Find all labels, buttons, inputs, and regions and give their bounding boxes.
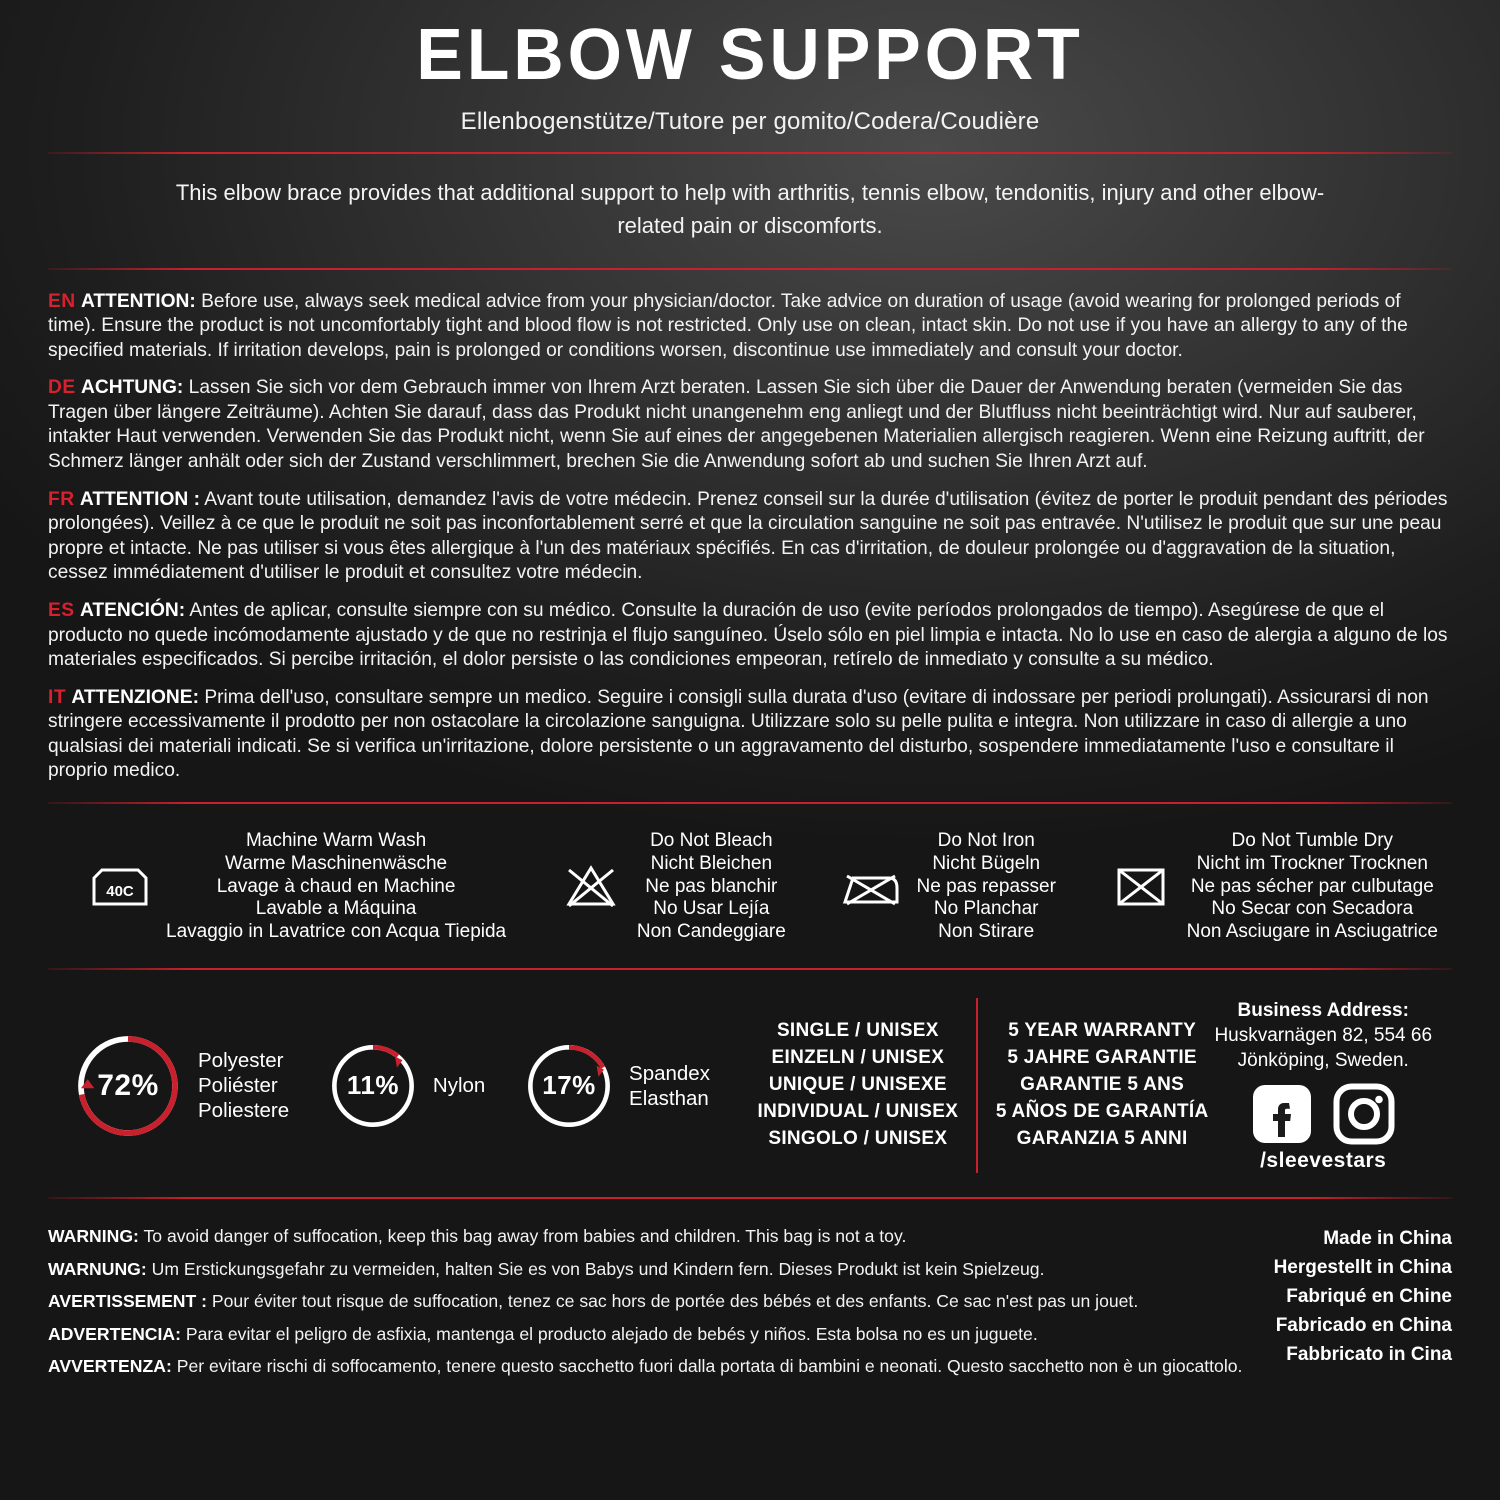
vertical-divider — [976, 998, 978, 1173]
business-address-value: Huskvarnägen 82, 554 66 Jönköping, Sweden. — [1214, 1025, 1433, 1072]
made-in-line: Fabricado en China — [1275, 1314, 1452, 1336]
footer-warning-label: AVVERTENZA: — [48, 1356, 172, 1377]
care-line: Do Not Iron — [937, 830, 1035, 851]
composition-line: Elasthan — [629, 1086, 709, 1110]
size-info — [758, 1018, 959, 1153]
do-not-bleach-icon — [559, 858, 623, 916]
warning-label: ATTENTION : — [79, 488, 201, 510]
warning-label: ACHTUNG: — [81, 377, 184, 399]
divider-care — [48, 802, 1452, 804]
care-item-do-not-bleach — [559, 830, 786, 944]
footer-warning — [48, 1290, 1254, 1313]
footer-warning-text: Um Erstickungsgefahr zu vermeiden, halten Sie es von Babys und Kindern fern. Dieses Produkt ist kein Spielzeug. — [151, 1258, 1045, 1279]
composition-line: Poliéster — [198, 1074, 278, 1098]
warranty-info — [996, 1018, 1209, 1153]
warning-label: ATTENZIONE: — [71, 686, 199, 708]
warning-paragraph — [48, 686, 1452, 784]
made-in-line: Hergestellt in China — [1273, 1257, 1452, 1279]
composition-line: Poliestere — [198, 1099, 290, 1123]
footer-warning — [48, 1258, 1254, 1281]
size-line: INDIVIDUAL / UNISEX — [757, 1101, 959, 1123]
footer-warning-label: ADVERTENCIA: — [48, 1323, 181, 1344]
footer-warning-text: Para evitar el peligro de asfixia, mantenga el producto alejado de bebés y niños. Esta bolsa no es un juguete. — [185, 1323, 1038, 1344]
warning-text: Antes de aplicar, consulte siempre con su médico. Consulte la duración de uso (evite períodos prolongados de tiempo). Asegúrese de que el producto no quede incómodamente ajustado y de que no restrinja el flujo sanguíneo. Úselo sólo en piel limpia e intacta. No lo use en caso de alergia a alguno de los materiales especificados. Si percibe irritación, el dolor persiste o las condiciones empeoran, retírelo de inmediato y consulte a su médico. — [48, 599, 1448, 671]
composition-section — [48, 986, 1452, 1181]
instagram-icon[interactable] — [1333, 1083, 1395, 1145]
footer-section — [48, 1215, 1452, 1388]
warning-lang-code: EN — [48, 290, 76, 312]
made-in-line: Fabbricato in Cina — [1286, 1343, 1452, 1365]
composition-label-polyester — [198, 1048, 289, 1123]
composition-donut-spandex — [523, 1040, 615, 1132]
care-item-labels — [166, 830, 506, 944]
care-line: Do Not Bleach — [650, 830, 773, 851]
composition-donut-polyester — [72, 1030, 184, 1142]
footer-warning-label: WARNUNG: — [48, 1258, 147, 1279]
machine-wash-40c-icon — [88, 858, 152, 916]
warranty-line: 5 YEAR WARRANTY — [1008, 1020, 1197, 1042]
page-title: ELBOW SUPPORT — [416, 15, 1084, 95]
size-line: SINGOLO / UNISEX — [768, 1128, 948, 1150]
composition-donut-nylon — [327, 1040, 419, 1132]
size-line: UNIQUE / UNISEXE — [768, 1074, 947, 1096]
divider-top — [48, 152, 1452, 154]
care-line: Lavable a Máquina — [255, 898, 417, 920]
size-line: SINGLE / UNISEX — [776, 1020, 939, 1042]
social-handle: /sleevestars — [1260, 1149, 1387, 1173]
footer-warning-text: Per evitare rischi di soffocamento, tenere questo sacchetto fuori dalla portata di bambini e neonati. Questo sacchetto non è un giocattolo. — [176, 1356, 1243, 1377]
composition-line: Spandex — [629, 1061, 710, 1085]
composition-line: Nylon — [432, 1074, 486, 1098]
made-in-line: Made in China — [1323, 1228, 1452, 1250]
composition-percent: 17% — [542, 1070, 596, 1101]
warning-label: ATENCIÓN: — [79, 599, 186, 621]
composition-label-spandex — [629, 1061, 710, 1111]
composition-line: Polyester — [198, 1049, 284, 1073]
warranty-line: 5 JAHRE GARANTIE — [1007, 1047, 1197, 1069]
footer-warning-text: To avoid danger of suffocation, keep this bag away from babies and children. This bag is not a toy. — [143, 1226, 907, 1247]
warranty-line: 5 AÑOS DE GARANTÍA — [995, 1101, 1209, 1123]
divider-intro — [48, 268, 1452, 270]
warranty-line: GARANTIE 5 ANS — [1020, 1074, 1185, 1096]
care-line: Ne pas repasser — [916, 875, 1056, 897]
care-line: No Usar Lejía — [653, 898, 770, 920]
business-address — [1208, 998, 1438, 1073]
warranty-line: GARANZIA 5 ANNI — [1016, 1128, 1188, 1150]
care-item-do-not-tumble-dry — [1109, 830, 1438, 944]
care-item-labels — [1187, 830, 1438, 944]
footer-warning-text: Pour éviter tout risque de suffocation, tenez ce sac hors de portée des bébés et des enfants. Ce sac n'est pas un jouet. — [211, 1291, 1139, 1312]
warning-lang-code: ES — [48, 599, 75, 621]
size-line: EINZELN / UNISEX — [771, 1047, 945, 1069]
composition-percent: 11% — [346, 1070, 399, 1101]
divider-footer — [48, 1197, 1452, 1199]
care-line: No Secar con Secadora — [1211, 898, 1414, 920]
header — [48, 0, 1452, 136]
warning-label: ATTENTION: — [81, 290, 196, 312]
footer-warning — [48, 1225, 1254, 1248]
warning-text: Prima dell'uso, consultare sempre un medico. Seguire i consigli sulla durata d'uso (evitare di indossare per periodi prolungati). Assicurarsi di non stringere eccessivamente il prodotto per non ostacolare la circolazione sanguigna. Utilizzare solo su pelle pulita e integra. Non utilizzare in caso di allergie a uno qualsiasi dei materiali indicati. Se si verifica un'irritazione, dolore persistente o un aggravamento del disturbo, sospendere immediatamente l'uso e consultare il proprio medico. — [48, 686, 1429, 782]
care-item-do-not-iron — [839, 830, 1056, 944]
warning-lang-code: FR — [48, 488, 75, 510]
divider-composition — [48, 968, 1452, 970]
care-line: Non Candeggiare — [636, 921, 786, 943]
care-instructions — [48, 820, 1452, 952]
care-line: Lavaggio in Lavatrice con Acqua Tiepida — [166, 921, 507, 943]
business-info — [1208, 998, 1446, 1173]
facebook-icon[interactable] — [1251, 1083, 1313, 1145]
care-line: Nicht Bügeln — [932, 852, 1041, 874]
made-in-info — [1254, 1225, 1452, 1369]
care-line: Do Not Tumble Dry — [1231, 830, 1394, 851]
care-line: Nicht Bleichen — [650, 852, 773, 874]
footer-warning-label: WARNING: — [48, 1226, 139, 1247]
footer-warning — [48, 1323, 1254, 1346]
care-line: No Planchar — [933, 898, 1039, 920]
intro-text: This elbow brace provides that additional support to help with arthritis, tennis elbow, tendonitis, injury and other elbow-related pain or discomforts. — [175, 179, 1325, 238]
care-line: Lavage à chaud en Machine — [216, 875, 456, 897]
warning-paragraph — [48, 599, 1452, 673]
warning-text: Lassen Sie sich vor dem Gebrauch immer von Ihrem Arzt beraten. Lassen Sie sich über die Dauer der Anwendung beraten (vermeiden Sie das Tragen über längere Zeiträume). Achten Sie darauf, dass das Produkt nicht unangenehm eng anliegt und der Blutfluss nicht beeinträchtigt wird. Nur auf sauberer, intakter Haut verwenden. Verwenden Sie das Produkt nicht, wenn Sie auf eines der angegebenen Materialien allergisch reagieren. Wenn eine Reizung auftritt, der Schmerz länger anhält oder sich der Zustand verschlimmert, brechen Sie die Anwendung sofort ab und suchen Sie Ihren Arzt auf. — [48, 377, 1425, 473]
warning-paragraph — [48, 376, 1452, 474]
footer-warning-label: AVERTISSEMENT : — [48, 1291, 208, 1312]
business-address-label: Business Address: — [1237, 999, 1409, 1021]
care-line: Ne pas blanchir — [645, 875, 778, 897]
warning-paragraph — [48, 488, 1452, 586]
warning-lang-code: DE — [48, 377, 76, 399]
do-not-tumble-dry-icon — [1109, 858, 1173, 916]
care-line: Warme Maschinenwäsche — [225, 852, 448, 874]
care-line: Nicht im Trockner Trocknen — [1196, 852, 1428, 874]
warning-text: Avant toute utilisation, demandez l'avis de votre médecin. Prenez conseil sur la durée d'utilisation (évitez de porter le produit pendant des périodes prolongées). Veillez à ce que le produit ne soit pas inconfortablement serré et que la circulation sanguine ne soit pas entravée. N'utilisez le produit que sur une peau propre et intacte. Ne pas utiliser si vous êtes allergique à l'un des matériaux spécifiés. En cas d'irritation, de douleur prolongée ou d'aggravation de la situation, cessez immédiatement d'utiliser le produit et consultez votre médecin. — [48, 488, 1448, 584]
footer-warnings — [48, 1225, 1254, 1388]
composition-label-nylon — [433, 1073, 485, 1098]
do-not-iron-icon — [839, 858, 903, 916]
care-item-labels — [917, 830, 1056, 944]
wash-temp-label: 40C — [106, 882, 134, 900]
care-line: Ne pas sécher par culbutage — [1190, 875, 1434, 897]
care-line: Machine Warm Wash — [245, 830, 427, 851]
care-line: Non Stirare — [938, 921, 1035, 943]
warning-lang-code: IT — [48, 686, 67, 708]
care-line: Non Asciugare in Asciugatrice — [1186, 921, 1438, 943]
composition-percent: 72% — [97, 1068, 159, 1102]
care-item-labels — [637, 830, 786, 944]
warnings-section — [48, 286, 1452, 786]
social-icons — [1208, 1083, 1438, 1145]
made-in-line: Fabriqué en Chine — [1286, 1285, 1452, 1307]
page-subtitle: Ellenbogenstütze/Tutore per gomito/Codera/Coudière — [460, 107, 1040, 135]
warning-text: Before use, always seek medical advice from your physician/doctor. Take advice on duration of usage (avoid wearing for prolonged periods of time). Ensure the product is not uncomfortably tight and blood flow is not restricted. Only use on clean, intact skin. Do not use if you have an allergy to any of the specified materials. If irritation develops, pain is prolonged or conditions worsen, discontinue use immediately and consult your doctor. — [48, 290, 1408, 361]
warning-paragraph — [48, 290, 1452, 364]
care-item-machine-wash — [88, 830, 506, 944]
footer-warning — [48, 1355, 1254, 1378]
